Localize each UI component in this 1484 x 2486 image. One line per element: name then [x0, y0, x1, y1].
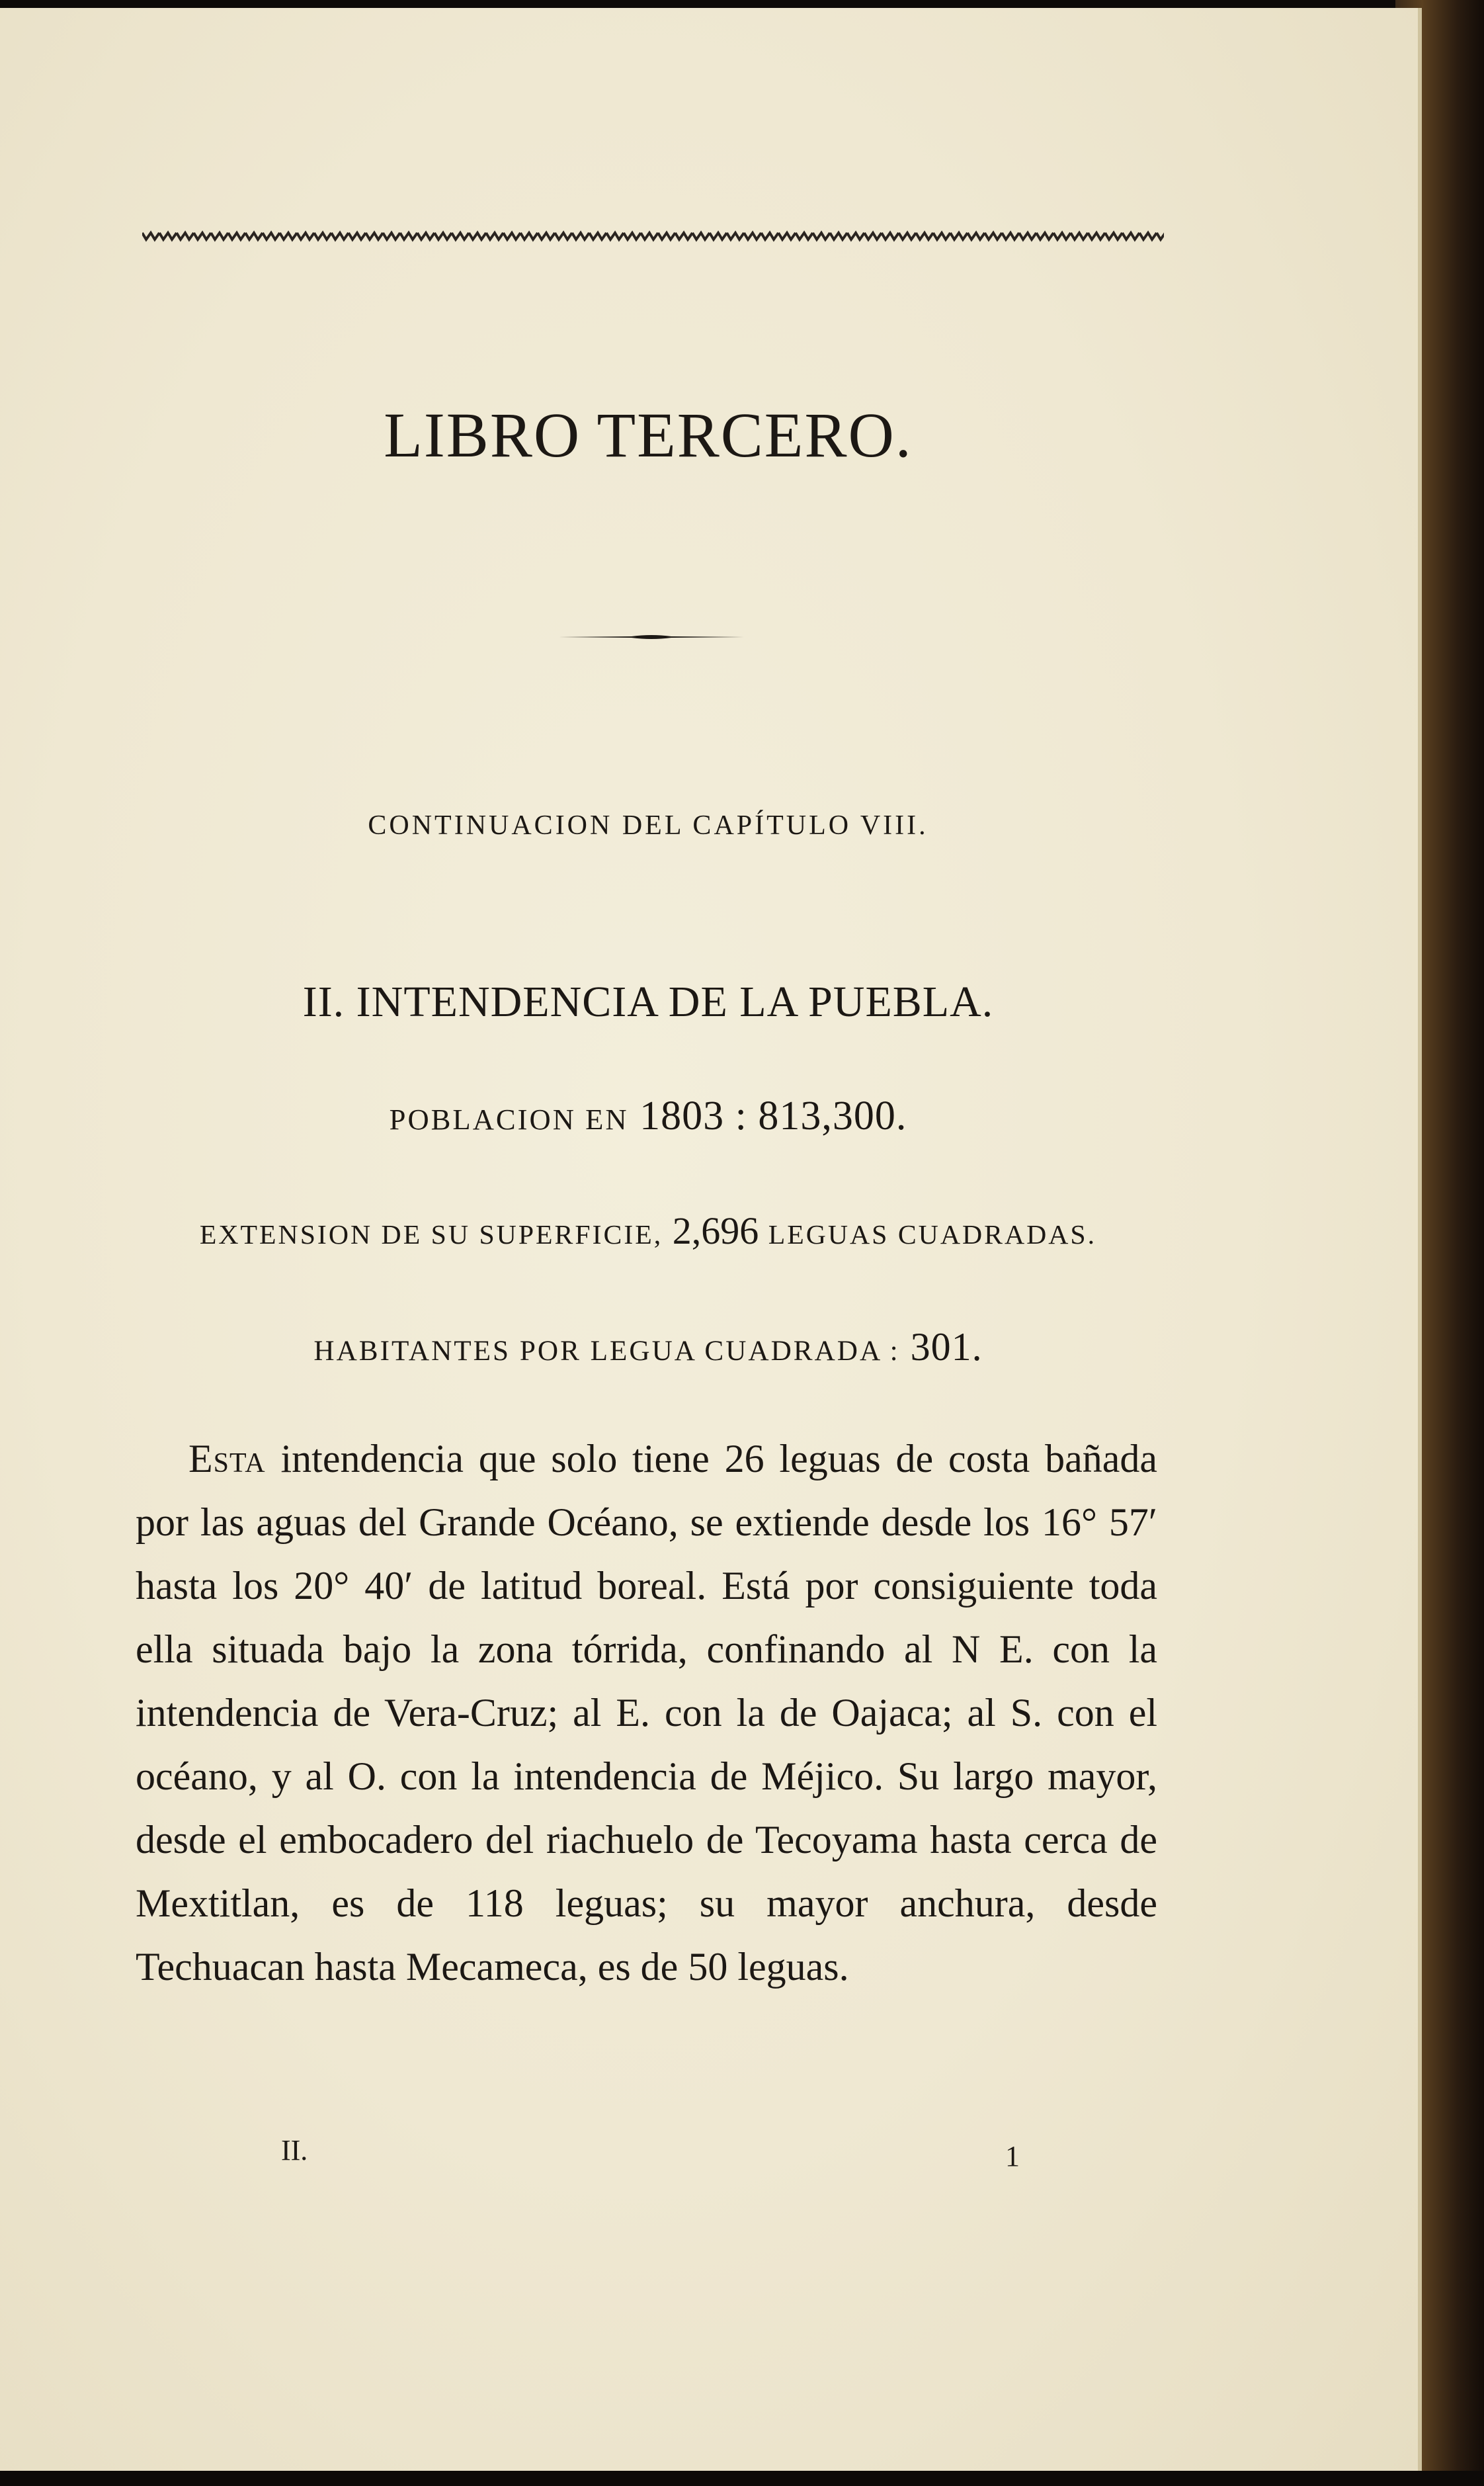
density-value: 301.	[910, 1325, 983, 1369]
density-line	[136, 1324, 1161, 1370]
chapter-heading: CONTINUACION DEL CAPÍTULO VIII.	[368, 810, 928, 841]
ornamental-border	[142, 226, 1164, 246]
density-label: HABITANTES POR LEGUA CUADRADA :	[313, 1336, 900, 1367]
extension-label: EXTENSION DE SU SUPERFICIE,	[199, 1220, 663, 1250]
extension-line	[136, 1209, 1161, 1253]
page-bottom-edge	[0, 2471, 1484, 2486]
volume-marker: II.	[281, 2134, 308, 2166]
paragraph-lead: Esta	[188, 1437, 266, 1480]
running-title: LIBRO TERCERO.	[384, 400, 913, 470]
section-heading: II. INTENDENCIA DE LA PUEBLA.	[302, 978, 994, 1026]
book-page	[0, 8, 1422, 2473]
decorative-rule	[559, 632, 744, 642]
population-label: POBLACION EN	[389, 1103, 629, 1136]
paragraph-text: intendencia que solo tiene 26 leguas de costa bañada por las aguas del Grande Océano, se extiende desde los 16° 57′ hasta los 20° 40′ de latitud boreal. Está por consiguiente toda ella situada bajo la zona tórrida, confinando al N E. con la intendencia de Vera-Cruz; al E. con la de Oajaca; al S. con el océano, y al O. con la intendencia de Méjico. Su largo mayor, desde el embocadero del riachuelo de Tecoyama hasta cerca de Mextitlan, es de 118 leguas; su mayor anchura, desde Techuacan hasta Mecameca, es de 50 leguas.	[136, 1437, 1158, 1989]
extension-value: 2,696	[672, 1209, 759, 1252]
population-line	[136, 1093, 1161, 1140]
body-paragraph	[136, 1427, 1157, 1998]
population-value: 1803 : 813,300.	[639, 1093, 907, 1138]
signature-mark: 1	[1005, 2140, 1020, 2172]
extension-unit: LEGUAS CUADRADAS.	[768, 1220, 1097, 1250]
